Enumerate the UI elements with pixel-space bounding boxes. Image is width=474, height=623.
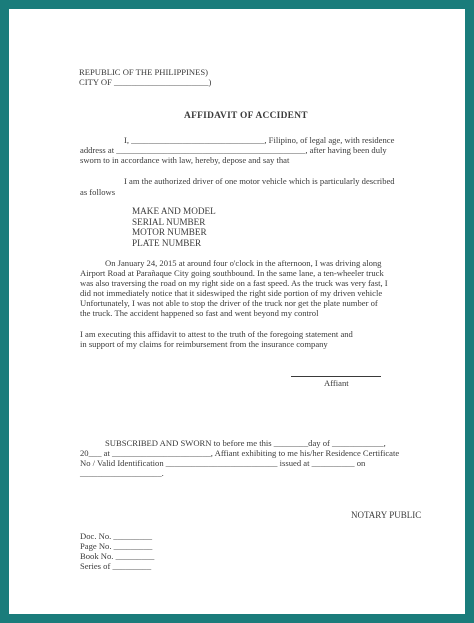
vehicle-field-plate: PLATE NUMBER xyxy=(132,237,202,248)
intro-line-2: address at ____________________________________________, after having been duly xyxy=(80,145,387,155)
docket-series-of: Series of _________ xyxy=(80,561,152,571)
purpose-line-2: in support of my claims for reimbursement from the insurance company xyxy=(80,339,328,349)
affiant-label: Affiant xyxy=(324,378,349,388)
narrative-line-4: did not immediately notice that it sideswiped the right side portion of my driven vehicle xyxy=(80,288,383,298)
docket-doc-no: Doc. No. _________ xyxy=(80,531,153,541)
narrative-line-3: was also traversing the road on my right side on a fast speed. As the truck was very fast, I xyxy=(80,278,388,288)
purpose-line-1: I am executing this affidavit to attest to the truth of the foregoing statement and xyxy=(80,329,353,339)
vehicle-field-serial: SERIAL NUMBER xyxy=(132,216,206,227)
jurat-line-3: No / Valid Identification __________________________ issued at __________ on xyxy=(80,458,366,468)
jurat-line-2: 20___ at _______________________, Affiant exhibiting to me his/her Residence Certificate xyxy=(80,448,400,458)
intro-line-1: I, _______________________________, Filipino, of legal age, with residence xyxy=(124,135,395,145)
vehicle-field-make: MAKE AND MODEL xyxy=(132,206,216,216)
jurat-line-1: SUBSCRIBED AND SWORN to before me this ________day of ____________, xyxy=(105,438,386,448)
docket-page-no: Page No. _________ xyxy=(80,541,153,551)
narrative-line-6: the truck. The accident happened so fast and went beyond my control xyxy=(80,308,319,318)
header-city: CITY OF ______________________) xyxy=(79,77,212,87)
document-page xyxy=(9,9,465,614)
narrative-line-1: On January 24, 2015 at around four o'clock in the afternoon, I was driving along xyxy=(105,258,382,268)
narrative-line-2: Airport Road at Parañaque City going southbound. In the same lane, a ten-wheeler truck xyxy=(80,268,384,278)
document-title: AFFIDAVIT OF ACCIDENT xyxy=(184,111,308,121)
vehicle-field-motor: MOTOR NUMBER xyxy=(132,227,207,237)
narrative-line-5: Unfortunately, I was not able to stop the driver of the truck nor get the plate number of xyxy=(80,298,378,308)
intro-line-3: sworn to in accordance with law, hereby, depose and say that xyxy=(80,155,290,165)
jurat-line-4: ___________________. xyxy=(80,468,164,478)
driver-statement-line-2: as follows xyxy=(80,187,116,197)
driver-statement-line-1: I am the authorized driver of one motor vehicle which is particularly described xyxy=(124,176,395,186)
affiant-signature-line xyxy=(291,376,381,377)
notary-public-label: NOTARY PUBLIC xyxy=(351,510,422,520)
header-republic: REPUBLIC OF THE PHILIPPINES) xyxy=(79,67,208,77)
docket-book-no: Book No. _________ xyxy=(80,551,155,561)
